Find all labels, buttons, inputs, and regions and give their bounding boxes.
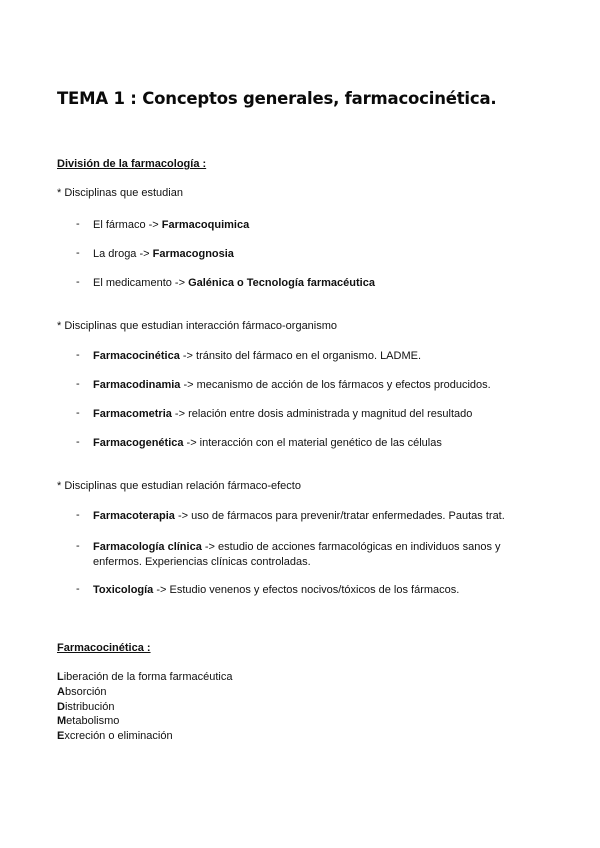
ladme-item: Absorción: [57, 685, 107, 698]
bullet-dash: -: [76, 276, 80, 288]
list-item: Farmacoterapia -> uso de fármacos para prevenir/tratar enfermedades. Pautas trat.: [93, 510, 505, 522]
list-item: Farmacodinamia -> mecanismo de acción de los fármacos y efectos producidos.: [93, 379, 491, 391]
list-item: Farmacología clínica -> estudio de acciones farmacológicas en individuos sanos y enfermos. Experiencias clínicas controladas.: [93, 541, 501, 568]
section-heading-division: División de la farmacología :: [57, 158, 207, 170]
bullet-dash: -: [76, 378, 80, 390]
list-item: El medicamento -> Galénica o Tecnología farmacéutica: [93, 277, 375, 289]
bullet-dash: -: [76, 218, 80, 230]
bullet-dash: -: [76, 509, 80, 521]
page-title: TEMA 1 : Conceptos generales, farmacocinética.: [57, 89, 497, 108]
ladme-item: Metabolismo: [57, 715, 120, 728]
bullet-dash: -: [76, 436, 80, 448]
list-item: Farmacocinética -> tránsito del fármaco en el organismo. LADME.: [93, 350, 422, 362]
ladme-item: Liberación de la forma farmacéutica: [57, 671, 233, 683]
section-heading-farmacocinetica: Farmacocinética :: [57, 642, 151, 654]
ladme-list: [57, 670, 232, 744]
ladme-item: Distribución: [57, 700, 115, 713]
ladme-item: Excreción o eliminación: [57, 730, 173, 743]
bullet-dash: -: [76, 349, 80, 361]
bullet-dash: -: [76, 407, 80, 419]
list-item: La droga -> Farmacognosia: [93, 248, 234, 260]
list-item: Toxicología -> Estudio venenos y efectos nocivos/tóxicos de los fármacos.: [93, 584, 460, 596]
group-intro: * Disciplinas que estudian: [57, 187, 183, 199]
bullet-dash: -: [76, 247, 80, 259]
group-intro: * Disciplinas que estudian relación fármaco-efecto: [57, 480, 301, 492]
group-intro: * Disciplinas que estudian interacción fármaco-organismo: [57, 320, 338, 332]
list-item: El fármaco -> Farmacoquimica: [93, 219, 250, 231]
bullet-dash: -: [76, 540, 80, 552]
list-item: Farmacometria -> relación entre dosis administrada y magnitud del resultado: [93, 408, 473, 420]
list-item: Farmacogenética -> interacción con el material genético de las células: [93, 437, 442, 449]
bullet-dash: -: [76, 583, 80, 595]
